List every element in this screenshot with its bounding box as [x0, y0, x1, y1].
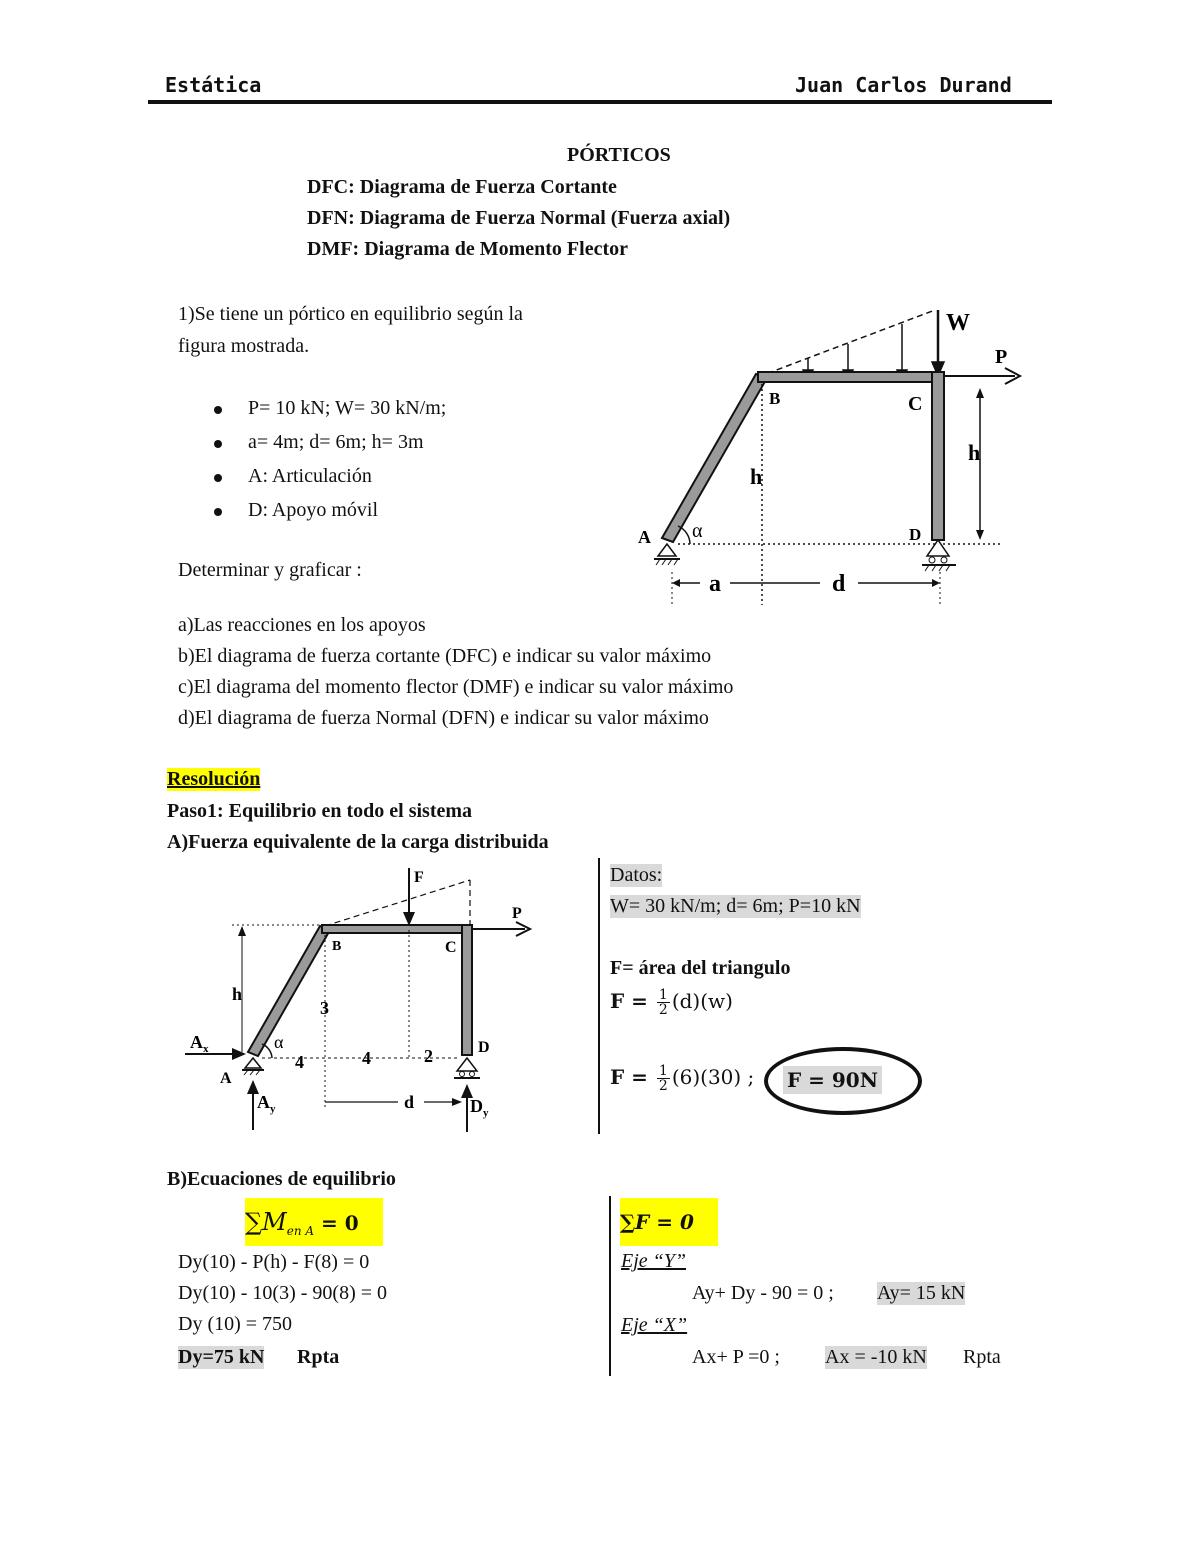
task-b: b)El diagrama de fuerza cortante (DFC) e indicar su valor máximo	[178, 645, 712, 667]
fig2-label-dy-main: D	[470, 1096, 483, 1116]
fig2-label-ay-main: A	[257, 1092, 270, 1112]
fig1-label-p: P	[995, 346, 1008, 368]
task-a: a)Las reacciones en los apoyos	[178, 614, 426, 636]
frame-figure-2	[180, 860, 550, 1140]
fig1-label-d-dim: d	[832, 571, 846, 597]
definition-dmf: DMF: Diagrama de Momento Flector	[307, 238, 628, 260]
ay-result: Ay= 15 kN	[877, 1282, 966, 1304]
f-formula-rhs: (d)(w)	[671, 989, 733, 1013]
problem-intro-line1: 1)Se tiene un pórtico en equilibrio según la	[178, 303, 523, 325]
header-rule	[148, 100, 1052, 104]
frame-figure-1	[620, 290, 1040, 620]
f-result: F = 90N	[783, 1066, 882, 1094]
moment-eq-3: Dy (10) = 750	[178, 1313, 293, 1335]
fig1-label-c: C	[908, 393, 923, 415]
rpta-label-1: Rpta	[297, 1346, 340, 1368]
page-title: PÓRTICOS	[567, 144, 671, 166]
moment-sum-symbol: ∑M	[245, 1208, 287, 1236]
fraction	[657, 1064, 670, 1093]
fig1-label-b: B	[769, 389, 781, 408]
fraction-den: 2	[658, 1078, 668, 1094]
ax-result: Ax = -10 kN	[825, 1346, 927, 1368]
force-sum-equation	[620, 1198, 718, 1246]
fig2-label-dy	[470, 1096, 489, 1119]
definition-dfc: DFC: Diagrama de Fuerza Cortante	[307, 176, 617, 198]
part-b-heading: B)Ecuaciones de equilibrio	[167, 1168, 396, 1190]
force-sum-text: ∑F = 0	[620, 1210, 694, 1234]
fig2-label-4b: 4	[362, 1048, 371, 1068]
fig2-label-ax-sub: x	[203, 1043, 209, 1055]
fig2-label-3: 3	[320, 998, 329, 1018]
fraction-den: 2	[658, 1002, 668, 1018]
fig1-label-d-point: D	[909, 525, 922, 544]
fig2-label-d-dim: d	[404, 1092, 415, 1112]
given-item: a= 4m; d= 6m; h= 3m	[214, 431, 446, 465]
axis-y-label: Eje “Y”	[621, 1250, 687, 1272]
fraction	[657, 988, 670, 1017]
f-calc	[610, 1064, 754, 1093]
moment-sum-eq: = 0	[314, 1211, 359, 1235]
moment-sum-equation	[245, 1198, 383, 1246]
fig1-label-a-point: A	[638, 527, 651, 547]
column-divider-2	[609, 1196, 611, 1376]
f-result-ellipse	[764, 1047, 922, 1115]
f-formula	[610, 988, 733, 1017]
equation-y: Ay+ Dy - 90 = 0 ;	[692, 1282, 834, 1304]
task-d: d)El diagrama de fuerza Normal (DFN) e indicar su valor máximo	[178, 707, 709, 729]
fig2-label-a: A	[220, 1070, 232, 1087]
fig1-label-h-right: h	[968, 440, 981, 465]
fig2-label-dy-sub: y	[483, 1107, 489, 1119]
fig1-label-h-left: h	[750, 464, 763, 489]
fig2-label-c: C	[445, 939, 457, 956]
fig2-label-d-point: D	[478, 1039, 490, 1056]
dy-result: Dy=75 kN	[178, 1346, 265, 1368]
rpta-label-2: Rpta	[963, 1346, 1001, 1368]
given-item: P= 10 kN; W= 30 kN/m;	[214, 397, 446, 431]
datos-values: W= 30 kN/m; d= 6m; P=10 kN	[610, 895, 861, 917]
fig2-label-alpha: α	[274, 1032, 284, 1052]
fig2-label-b: B	[332, 939, 342, 954]
given-item: A: Articulación	[214, 465, 446, 499]
fig2-label-p: P	[512, 905, 522, 922]
f-calc-lhs: F =	[610, 1065, 655, 1089]
given-data-list	[214, 397, 446, 533]
header-left: Estática	[165, 73, 262, 97]
fig2-label-ay-sub: y	[270, 1103, 276, 1115]
header-right: Juan Carlos Durand	[795, 73, 1012, 97]
given-item: D: Apoyo móvil	[214, 499, 446, 533]
definition-dfn: DFN: Diagrama de Fuerza Normal (Fuerza axial)	[307, 207, 731, 229]
fig1-label-w: W	[946, 310, 970, 336]
moment-eq-2: Dy(10) - 10(3) - 90(8) = 0	[178, 1282, 388, 1304]
fig2-label-ax	[190, 1032, 209, 1055]
fig2-label-f: F	[414, 869, 424, 886]
resolution-heading	[167, 768, 260, 791]
fraction-num: 1	[658, 1063, 668, 1079]
problem-intro-line2: figura mostrada.	[178, 335, 310, 357]
step1-heading: Paso1: Equilibrio en todo el sistema	[167, 800, 473, 822]
moment-sum-subscript: en A	[286, 1224, 315, 1238]
f-definition: F= área del triangulo	[610, 957, 791, 979]
datos-label: Datos:	[610, 864, 663, 886]
equation-x: Ax+ P =0 ;	[692, 1346, 780, 1368]
fig2-label-ax-main: A	[190, 1032, 203, 1052]
part-a-heading: A)Fuerza equivalente de la carga distribuida	[167, 831, 549, 853]
fig2-label-2: 2	[424, 1046, 433, 1066]
f-formula-lhs: F =	[610, 989, 655, 1013]
moment-eq-1: Dy(10) - P(h) - F(8) = 0	[178, 1251, 370, 1273]
fig2-label-ay	[257, 1092, 276, 1115]
axis-x-label: Eje “X”	[621, 1314, 688, 1336]
fig2-label-h: h	[232, 984, 243, 1004]
fraction-num: 1	[658, 987, 668, 1003]
determine-label: Determinar y graficar :	[178, 559, 362, 581]
fig1-label-a-dim: a	[709, 571, 721, 597]
fig2-label-4a: 4	[295, 1052, 304, 1072]
task-c: c)El diagrama del momento flector (DMF) e indicar su valor máximo	[178, 676, 734, 698]
resolution-heading-text: Resolución	[167, 768, 261, 790]
f-calc-rhs: (6)(30) ;	[671, 1065, 755, 1089]
column-divider-1	[598, 858, 600, 1134]
fig1-label-alpha: α	[692, 520, 703, 542]
